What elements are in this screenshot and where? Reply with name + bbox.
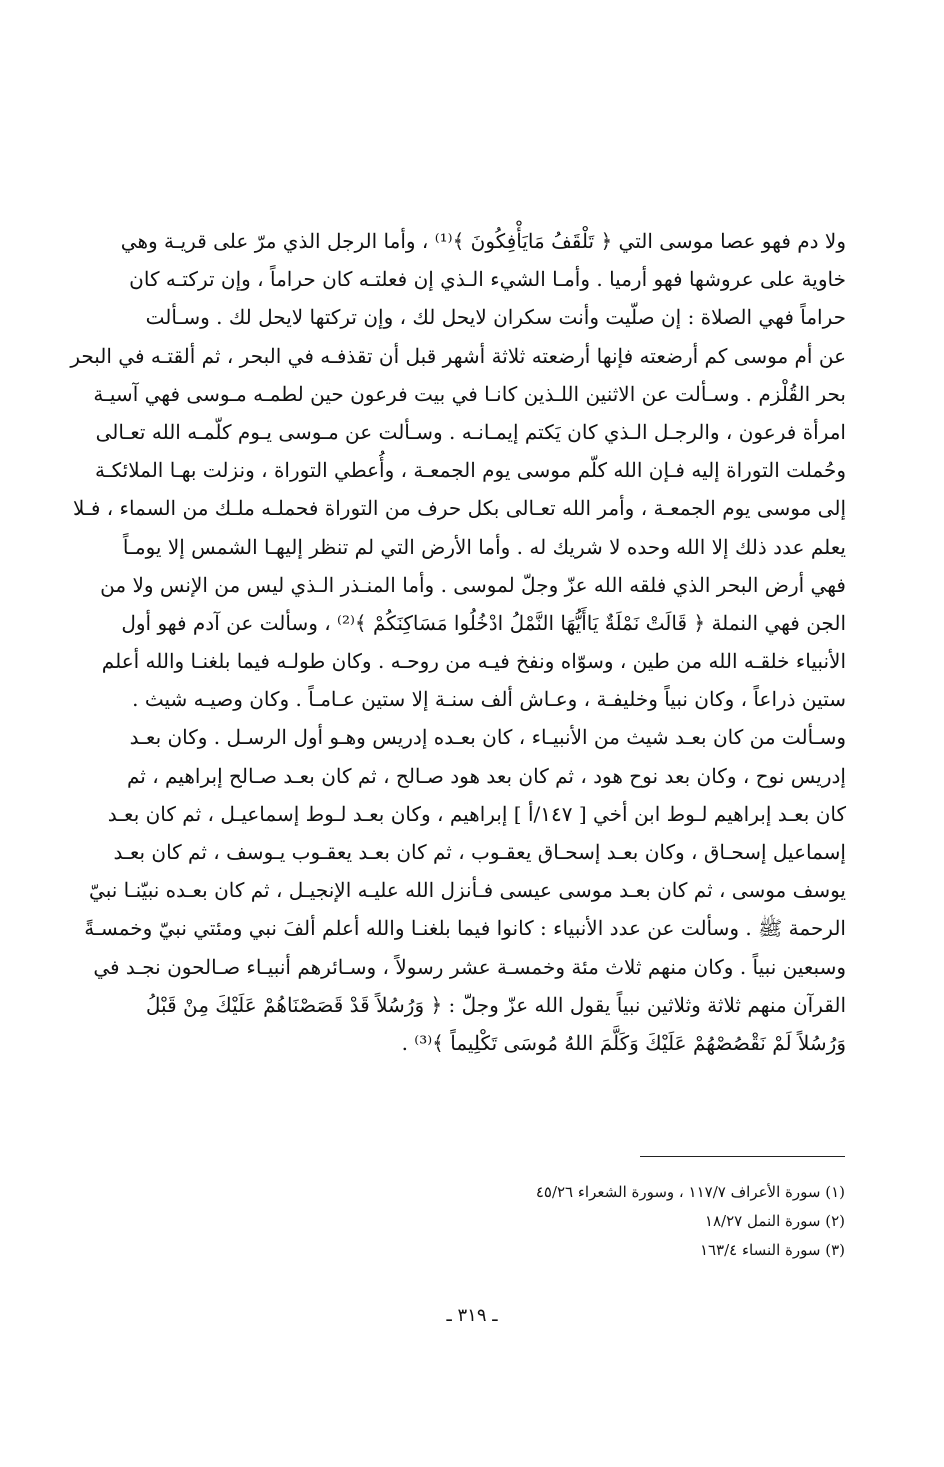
text-line: ستين ذراعاً ، وكان نبياً وخليفـة ، وعـاش ألف سنـة إلا ستين عـامـاً . وكان وصيـه شيث . xyxy=(132,687,846,712)
text-line: وسـألت من كان بعـد شيث من الأنبيـاء ، كان بعـده إدريس وهـو أول الرسـل . وكان بعـد xyxy=(129,725,846,750)
text-line: إلى موسى يوم الجمعـة ، وأمر الله تعـالى بكل حرف من التوراة فحملـه ملـك من السماء ، فـلا xyxy=(73,496,846,521)
text-line: وسبعين نبياً . وكان منهم ثلاث مئة وخمسـة عشر رسولاً ، وسـائرهم أنبيـاء صـالحون نجـد في xyxy=(93,954,846,979)
text-line: بحر القُلْزم . وسـألت عن الاثنين اللـذين كانـا في بيت فرعون حين لطمـه مـوسى فهي آسيـة xyxy=(93,381,846,406)
footnotes xyxy=(400,1178,845,1265)
text-line: عن أم موسى كم أرضعته فإنها أرضعته ثلاثة أشهر قبل أن تقذفـه في البحر ، ثم ألقتـه في البحر xyxy=(70,343,846,368)
text-line: حراماً فهي الصلاة : إن صلّيت وأنت سكران لايحل لك ، وإن تركتها لايحل لك . وسـألت xyxy=(145,305,846,330)
text-line: خاوية على عروشها فهو أرميا . وأمـا الشيء الـذي إن فعلتـه كان حراماً ، وإن تركتـه كان xyxy=(129,267,846,292)
text-line: إسماعيل إسحـاق ، وكان بعـد إسحـاق يعقـوب ، ثم كان بعـد يعقـوب يـوسف ، ثم كان بعـد xyxy=(113,840,846,864)
text-line: إدريس نوح ، وكان بعد نوح هود ، ثم كان بعد هود صـالح ، ثم كان بعـد صـالح إبراهيم ، ثم xyxy=(126,763,846,788)
text-line: كان بعـد إبراهيم لـوط ابن أخي [ ١٤٧/أ ] إبراهيم ، وكان بعـد لـوط إسماعيـل ، ثم كان بعـد xyxy=(107,801,846,826)
text-line: الرحمة ﷺ . وسألت عن عدد الأنبياء : كانوا فيما بلغنـا والله أعلم ألفَ نبي ومئتي نبيّ وخمسـةً xyxy=(84,916,846,941)
footnote: (٣) سورة النساء ١٦٣/٤ xyxy=(699,1241,845,1259)
text-line: القرآن منهم ثلاثة وثلاثين نبياً يقول الله عزّ وجلّ : ﴿ وَرُسُلاً قَدْ قَصَصْنَاهُمْ عَلَيْكَ مِنْ قَبْلُ xyxy=(145,992,846,1017)
text-line: امرأة فرعون ، والرجـل الـذي كان يَكتم إيمـانـه . وسـألت عن مـوسى يـوم كلّمـه الله تعـالى xyxy=(95,419,846,444)
footnote: (٢) سورة النمل ١٨/٢٧ xyxy=(704,1212,845,1230)
text-line: وَرُسُلاً لَمْ نَقْصُصْهُمْ عَلَيْكَ وَكَلَّمَ اللهُ مُوسَى تَكْلِيماً ﴾⁽³⁾ . xyxy=(401,1030,846,1055)
footnote: (١) سورة الأعراف ١١٧/٧ ، وسورة الشعراء ٤٥/٢٦ xyxy=(535,1183,845,1201)
page-number: ـ ٣١٩ ـ xyxy=(446,1305,498,1326)
text-line: الأنبياء خلقـه الله من طين ، وسوّاه ونفخ فيـه من روحـه . وكان طولـه فيما بلغنـا والله أعلم xyxy=(101,649,846,674)
main-text-block xyxy=(70,222,846,1062)
footnote-divider xyxy=(640,1156,845,1157)
text-line: الجن فهي النملة ﴿ قَالَتْ نَمْلَةٌ يَاأَيُّهَا النَّمْلُ ادْخُلُوا مَسَاكِنَكُمْ ﴾⁽²⁾ ، وسألت عن آدم فهو أول xyxy=(121,610,846,635)
text-line: فهي أرض البحر الذي فلقه الله عزّ وجلّ لموسى . وأما المنـذر الـذي ليس من الإنس ولا من xyxy=(100,572,846,597)
text-line: يوسف موسى ، ثم كان بعـد موسى عيسى فـأنزل الله عليـه الإنجيـل ، ثم كان بعـده نبيّنـا نبيّ xyxy=(89,878,846,903)
text-line: ولا دم فهو عصا موسى التي ﴿ تَلْقَفُ مَايَأْفِكُونَ ﴾⁽¹⁾ ، وأما الرجل الذي مرّ على قريـة وهي xyxy=(120,229,846,253)
text-line: يعلم عدد ذلك إلا الله وحده لا شريك له . وأما الأرض التي لم تنظر إليهـا الشمس إلا يومـاً xyxy=(122,534,846,559)
text-line: وحُملت التوراة إليه فـإن الله كلّم موسى يوم الجمعـة ، وأُعطي التوراة ، ونزلت بهـا الملائكـة xyxy=(95,458,846,483)
